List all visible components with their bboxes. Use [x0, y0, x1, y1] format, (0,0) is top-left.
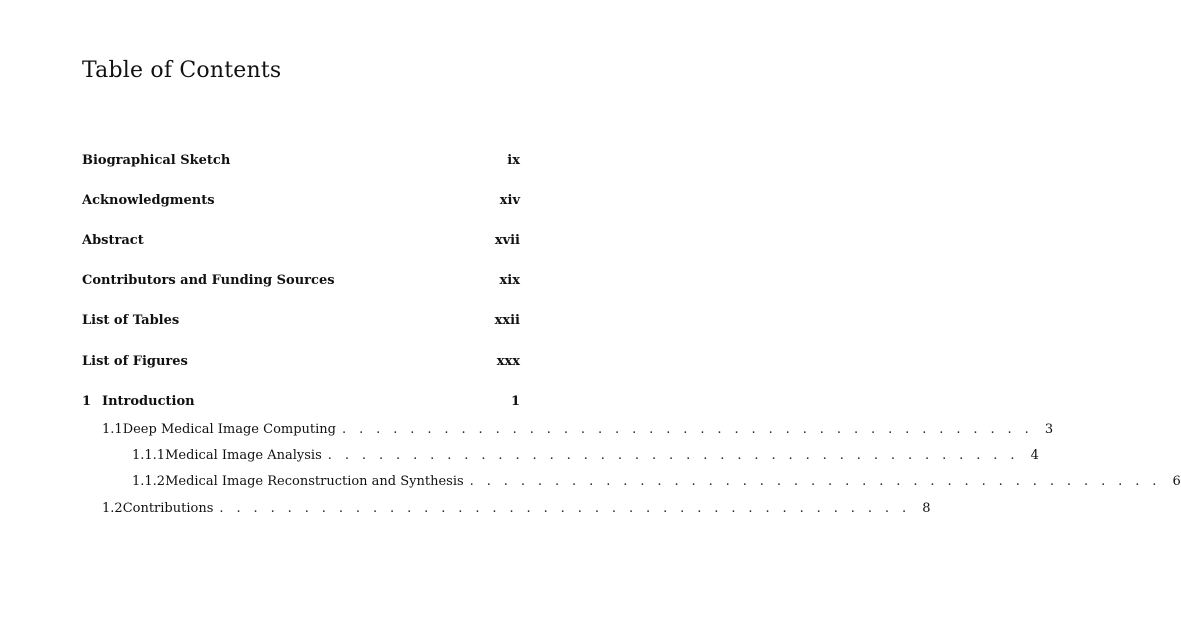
toc-entry-label: List of Tables	[82, 313, 180, 328]
toc-entry-acknowledgments[interactable]	[82, 191, 520, 211]
toc-entry-section-1-1[interactable]	[102, 420, 1054, 440]
toc-entry-chapter-1[interactable]	[82, 392, 520, 412]
dot-leader: . . . . . . . . . . . . . . . . . . . . . . . . . . . . . . . . . . . . . . . . .	[327, 448, 1019, 463]
toc-entry-section-1-1-2[interactable]	[132, 472, 1181, 492]
toc-entry-page: ix	[507, 153, 520, 168]
toc-entry-page: xvii	[494, 233, 520, 248]
toc-entry-label: Medical Image Reconstruction and Synthesis	[165, 474, 464, 489]
toc-entry-label: Abstract	[82, 233, 144, 248]
toc-entry-label: Introduction	[102, 394, 195, 409]
toc-entry-page: 8	[922, 501, 931, 516]
toc-entry-number: 1	[82, 394, 92, 409]
toc-entry-page: xxx	[496, 354, 520, 369]
toc-entry-label: Contributors and Funding Sources	[82, 273, 335, 288]
toc-entry-section-1-2[interactable]	[102, 499, 931, 519]
toc-entry-page: xix	[499, 273, 520, 288]
toc-entry-number: 1.2	[102, 501, 123, 516]
toc-entry-biographical-sketch[interactable]	[82, 151, 520, 171]
toc-entry-number: 1.1	[102, 422, 123, 437]
toc-entry-label: List of Figures	[82, 354, 188, 369]
toc-entry-number: 1.1.1	[132, 448, 166, 463]
toc-entry-contributors[interactable]	[82, 271, 520, 291]
toc-entry-page: 4	[1030, 448, 1039, 463]
toc-entry-list-of-figures[interactable]	[82, 352, 520, 372]
toc-entry-page: 3	[1044, 422, 1054, 437]
toc-entry-page: xiv	[499, 193, 520, 208]
toc-entry-page: 1	[510, 394, 520, 409]
toc-entry-section-1-1-1[interactable]	[132, 446, 1039, 466]
dot-leader: . . . . . . . . . . . . . . . . . . . . . . . . . . . . . . . . . . . . . . . . .	[219, 501, 911, 516]
toc-entry-page: xxii	[494, 313, 520, 328]
toc-entry-label: Medical Image Analysis	[165, 448, 322, 463]
toc-entry-label: Acknowledgments	[82, 193, 215, 208]
dot-leader: . . . . . . . . . . . . . . . . . . . . . . . . . . . . . . . . . . . . . . . . .	[342, 422, 1034, 437]
toc-entry-label: Biographical Sketch	[82, 153, 231, 168]
toc-entry-label: Deep Medical Image Computing	[122, 422, 336, 437]
dot-leader: . . . . . . . . . . . . . . . . . . . . . . . . . . . . . . . . . . . . . . . . .	[469, 474, 1161, 489]
page-title: Table of Contents	[82, 58, 282, 83]
toc-entry-label: Contributions	[122, 501, 214, 516]
toc-entry-number: 1.1.2	[132, 474, 166, 489]
toc-entry-abstract[interactable]	[82, 231, 520, 251]
toc-entry-list-of-tables[interactable]	[82, 311, 520, 331]
toc-entry-page: 6	[1172, 474, 1181, 489]
